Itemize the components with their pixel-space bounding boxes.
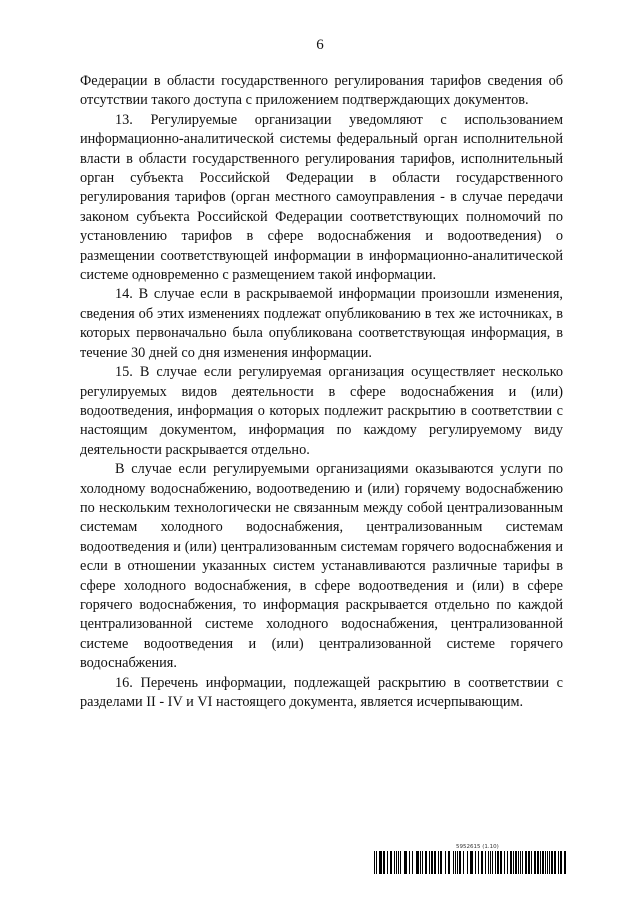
paragraph-14-changes: 14. В случае если в раскрываемой информации произошли изменения, сведения об этих изменениях подлежат опубликованию в тех же источниках, в которых первоначально была опубликована соответствующая информация, в течение 30 дней со дня изменения информации. [80,286,563,361]
page-number: 6 [316,37,324,53]
barcode-label: 5952615 (1.10) [456,844,499,850]
paragraph-15-separate-systems: В случае если регулируемыми организациями оказываются услуги по холодному водоснабжению, водоотведению и (или) горячему водоснабжению по нескольким технологически не связанным между собой централизованным системам холодного водоснабжения, централизованным системам водоотведения и (или) централизованным системам горячего водоснабжения и если в отношении указанных систем устанавливаются различные тарифы в сфере холодного водоснабжения, в сфере водоотведения и (или) в сфере горячего водоснабжения, то информация раскрывается отдельно по каждой централизованной системе холодного водоснабжения, централизованной системе водоотведения и (или) централизованной системе горячего водоснабжения. [80,461,563,672]
paragraph-15-multiple-activities: 15. В случае если регулируемая организация осуществляет несколько регулируемых видов деятельности в сфере водоснабжения и (или) водоотведения, информация о которых подлежит раскрытию в соответствии с настоящим документом, информация по каждому регулируемому виду деятельности раскрывается отдельно. [80,364,563,458]
document-body [80,72,563,712]
paragraph-13-notification: 13. Регулируемые организации уведомляют с использованием информационно-аналитической системы федеральный орган исполнительной власти в области государственного регулирования тарифов, исполнительный орган субъекта Российской Федерации в области государственного регулирования тарифов (орган местного самоуправления - в случае передачи законом субъекта Российской Федерации соответствующих полномочий по установлению тарифов в сфере водоснабжения и водоотведения) о размещении соответствующей информации в информационно-аналитической системе одновременно с размещением такой информации. [80,111,563,284]
barcode-image [374,851,566,874]
paragraph-16-exhaustive-list: 16. Перечень информации, подлежащей раскрытию в соответствии с разделами II - IV и VI настоящего документа, является исчерпывающим. [80,674,563,710]
paragraph-federation-continuation: Федерации в области государственного регулирования тарифов сведения об отсутствии такого доступа с приложением подтверждающих документов. [80,73,563,109]
